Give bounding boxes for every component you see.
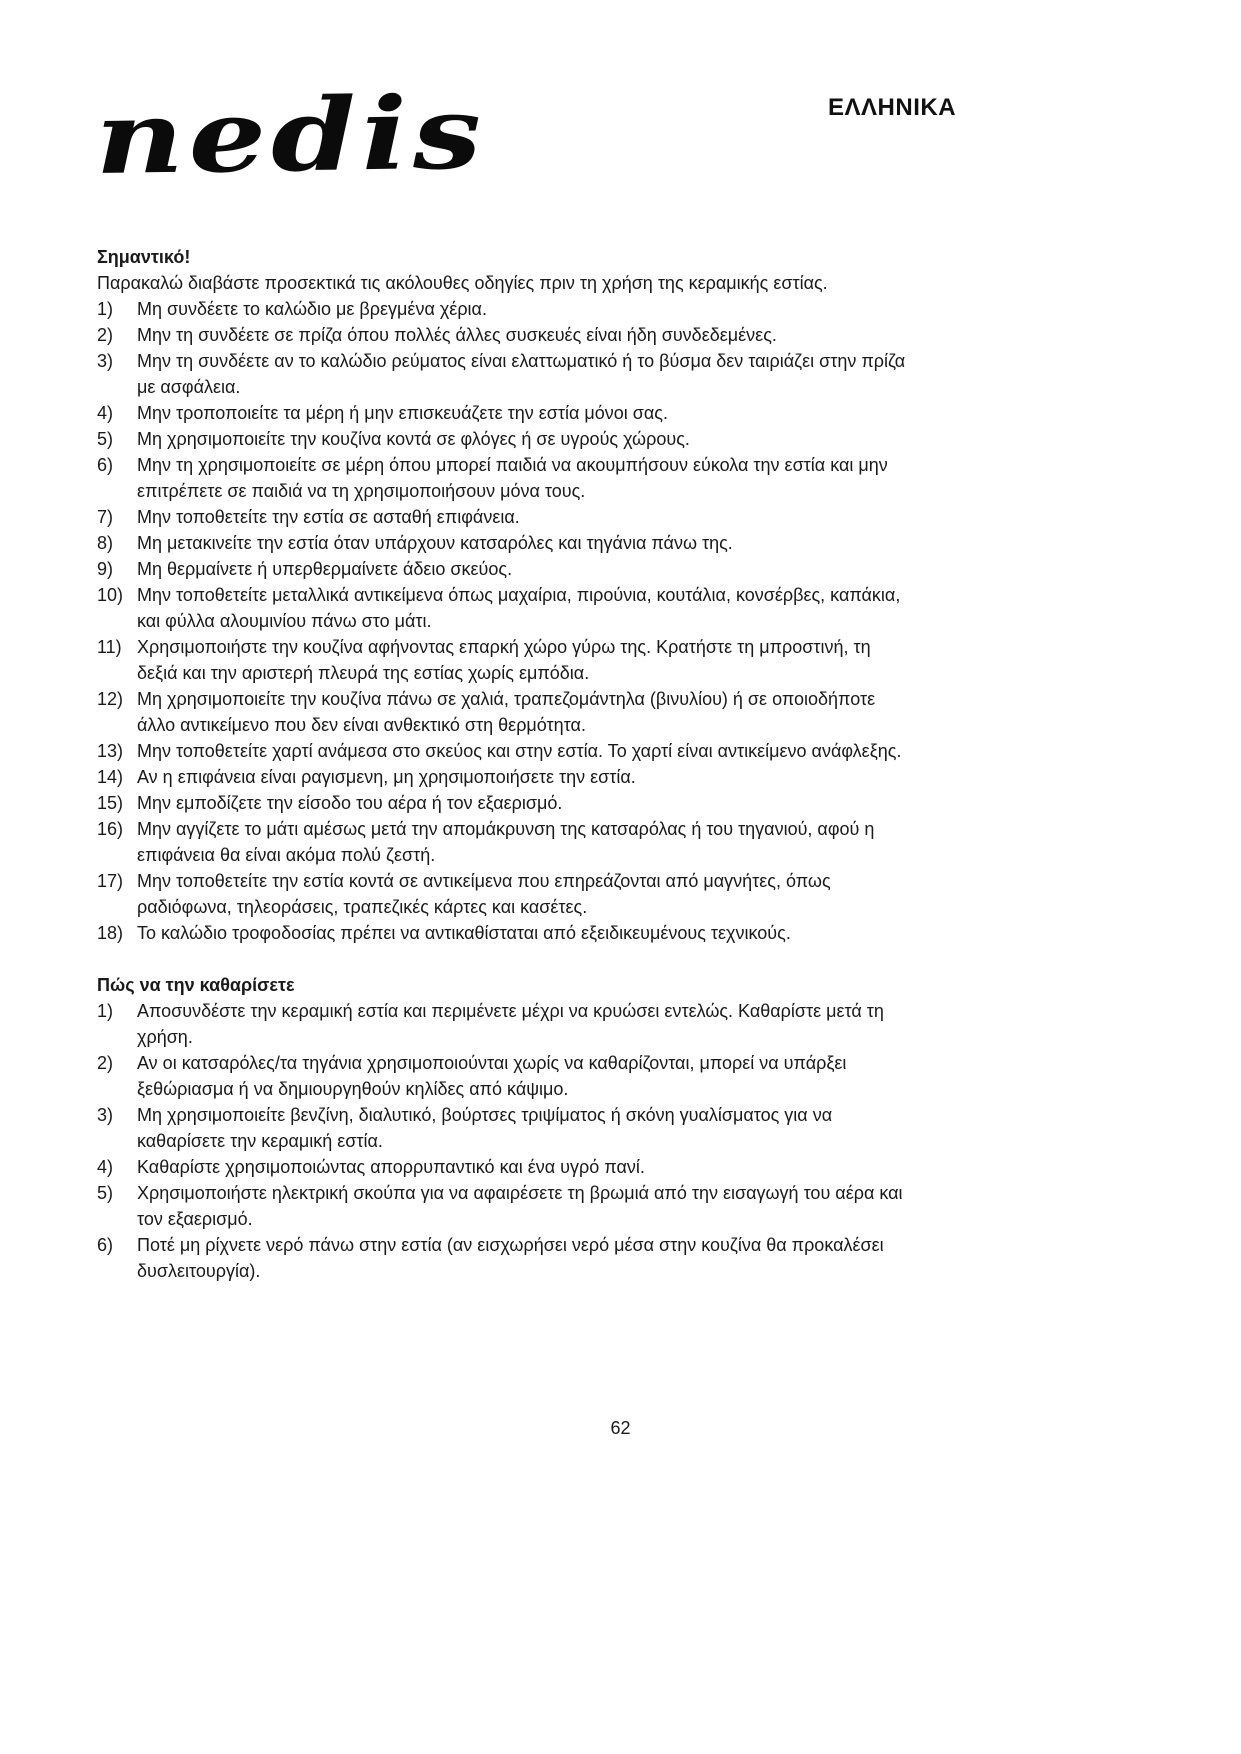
item-text: Μην τη συνδέετε σε πρίζα όπου πολλές άλλες συσκευές είναι ήδη συνδεδεμένες. <box>137 325 777 345</box>
list-item <box>97 296 915 322</box>
instruction-list <box>97 998 915 1284</box>
item-number: 6) <box>97 1235 114 1255</box>
section-important <box>97 244 915 946</box>
item-number: 17) <box>97 871 124 891</box>
item-text: Μη συνδέετε το καλώδιο με βρεγμένα χέρια. <box>137 299 487 319</box>
item-number: 3) <box>97 351 114 371</box>
section-title: Πώς να την καθαρίσετε <box>97 975 295 995</box>
list-item <box>97 1180 915 1232</box>
item-text: Μην τη συνδέετε αν το καλώδιο ρεύματος είναι ελαττωματικό ή το βύσμα δεν ταιριάζει στην πρίζα με ασφάλεια. <box>137 351 906 397</box>
item-number: 12) <box>97 689 124 709</box>
item-number: 15) <box>97 793 124 813</box>
item-text: Μη θερμαίνετε ή υπερθερμαίνετε άδειο σκεύος. <box>137 559 513 579</box>
item-text: Το καλώδιο τροφοδοσίας πρέπει να αντικαθίσταται από εξειδικευμένους τεχνικούς. <box>137 923 791 943</box>
item-text: Μην αγγίζετε το μάτι αμέσως μετά την απομάκρυνση της κατσαρόλας ή του τηγανιού, αφού η επιφάνεια θα είναι ακόμα πολύ ζεστή. <box>137 819 875 865</box>
item-number: 2) <box>97 325 114 345</box>
instruction-list <box>97 296 915 946</box>
item-text: Αν η επιφάνεια είναι ραγισμενη, μη χρησιμοποιήσετε την εστία. <box>137 767 636 787</box>
item-number: 1) <box>97 299 114 319</box>
item-number: 7) <box>97 507 114 527</box>
section-title: Σημαντικό! <box>97 247 191 267</box>
list-item <box>97 1050 915 1102</box>
item-text: Μη μετακινείτε την εστία όταν υπάρχουν κατσαρόλες και τηγάνια πάνω της. <box>137 533 733 553</box>
item-number: 9) <box>97 559 114 579</box>
item-number: 14) <box>97 767 124 787</box>
list-item <box>97 634 915 686</box>
list-item <box>97 764 915 790</box>
item-number: 16) <box>97 819 124 839</box>
item-number: 2) <box>97 1053 114 1073</box>
item-text: Μην τοποθετείτε την εστία κοντά σε αντικείμενα που επηρεάζονται από μαγνήτες, όπως ραδιόφωνα, τηλεοράσεις, τραπεζικές κάρτες και κασέτες. <box>137 871 831 917</box>
item-text: Μην τη χρησιμοποιείτε σε μέρη όπου μπορεί παιδιά να ακουμπήσουν εύκολα την εστία και μην επιτρέπετε σε παιδιά να τη χρησιμοποιήσουν μόνα τους. <box>137 455 888 501</box>
language-heading: ΕΛΛΗΝΙΚΑ <box>828 94 957 121</box>
item-number: 8) <box>97 533 114 553</box>
list-item <box>97 1232 915 1284</box>
item-text: Αν οι κατσαρόλες/τα τηγάνια χρησιμοποιούνται χωρίς να καθαρίζονται, μπορεί να υπάρξει ξεθώριασμα ή να δημιουργηθούν κηλίδες από κάψιμο. <box>137 1053 847 1099</box>
list-item <box>97 582 915 634</box>
item-text: Μην τοποθετείτε μεταλλικά αντικείμενα όπως μαχαίρια, πιρούνια, κουτάλια, κονσέρβες, καπάκια, και φύλλα αλουμινίου πάνω στο μάτι. <box>137 585 901 631</box>
list-item <box>97 322 915 348</box>
page-number: 62 <box>610 1418 631 1438</box>
list-item <box>97 1102 915 1154</box>
list-item <box>97 504 915 530</box>
item-number: 11) <box>97 637 122 657</box>
item-text: Μην τοποθετείτε την εστία σε ασταθή επιφάνεια. <box>137 507 520 527</box>
item-text: Μην τοποθετείτε χαρτί ανάμεσα στο σκεύος και στην εστία. Το χαρτί είναι αντικείμενο ανάφλεξης. <box>137 741 902 761</box>
item-text: Χρησιμοποιήστε ηλεκτρική σκούπα για να αφαιρέσετε τη βρωμιά από την εισαγωγή του αέρα και τον εξαερισμό. <box>137 1183 903 1229</box>
list-item <box>97 738 915 764</box>
nedis-logo: nedis <box>93 73 488 197</box>
item-number: 4) <box>97 1157 114 1177</box>
item-text: Μη χρησιμοποιείτε την κουζίνα πάνω σε χαλιά, τραπεζομάντηλα (βινυλίου) ή σε οποιοδήποτε άλλο αντικείμενο που δεν είναι ανθεκτικό στη θερμότητα. <box>137 689 876 735</box>
document-body <box>97 244 915 1284</box>
list-item <box>97 816 915 868</box>
item-number: 3) <box>97 1105 114 1125</box>
list-item <box>97 790 915 816</box>
item-number: 5) <box>97 1183 114 1203</box>
item-text: Καθαρίστε χρησιμοποιώντας απορρυπαντικό και ένα υγρό πανί. <box>137 1157 645 1177</box>
list-item <box>97 348 915 400</box>
item-text: Μη χρησιμοποιείτε την κουζίνα κοντά σε φλόγες ή σε υγρούς χώρους. <box>137 429 690 449</box>
list-item <box>97 998 915 1050</box>
item-number: 1) <box>97 1001 114 1021</box>
item-number: 13) <box>97 741 124 761</box>
item-text: Ποτέ μη ρίχνετε νερό πάνω στην εστία (αν εισχωρήσει νερό μέσα στην κουζίνα θα προκαλέσει δυσλειτουργία). <box>137 1235 884 1281</box>
section-cleaning <box>97 972 915 1284</box>
item-text: Χρησιμοποιήστε την κουζίνα αφήνοντας επαρκή χώρο γύρω της. Κρατήστε τη μπροστινή, τη δεξιά και την αριστερή πλευρά της εστίας χωρίς εμπόδια. <box>137 637 871 683</box>
item-text: Μην τροποποιείτε τα μέρη ή μην επισκευάζετε την εστία μόνοι σας. <box>137 403 668 423</box>
item-number: 5) <box>97 429 114 449</box>
item-text: Μη χρησιμοποιείτε βενζίνη, διαλυτικό, βούρτσες τριψίματος ή σκόνη γυαλίσματος για να καθαρίσετε την κεραμική εστία. <box>137 1105 833 1151</box>
list-item <box>97 686 915 738</box>
list-item <box>97 530 915 556</box>
list-item <box>97 1154 915 1180</box>
list-item <box>97 556 915 582</box>
item-number: 18) <box>97 923 124 943</box>
list-item <box>97 452 915 504</box>
item-number: 4) <box>97 403 114 423</box>
list-item <box>97 426 915 452</box>
item-number: 6) <box>97 455 114 475</box>
list-item <box>97 920 915 946</box>
section-intro: Παρακαλώ διαβάστε προσεκτικά τις ακόλουθες οδηγίες πριν τη χρήση της κεραμικής εστίας. <box>97 273 828 293</box>
list-item <box>97 868 915 920</box>
list-item <box>97 400 915 426</box>
item-text: Μην εμποδίζετε την είσοδο του αέρα ή τον εξαερισμό. <box>137 793 563 813</box>
item-text: Αποσυνδέστε την κεραμική εστία και περιμένετε μέχρι να κρυώσει εντελώς. Καθαρίστε μετά τη χρήση. <box>137 1001 884 1047</box>
item-number: 10) <box>97 585 124 605</box>
